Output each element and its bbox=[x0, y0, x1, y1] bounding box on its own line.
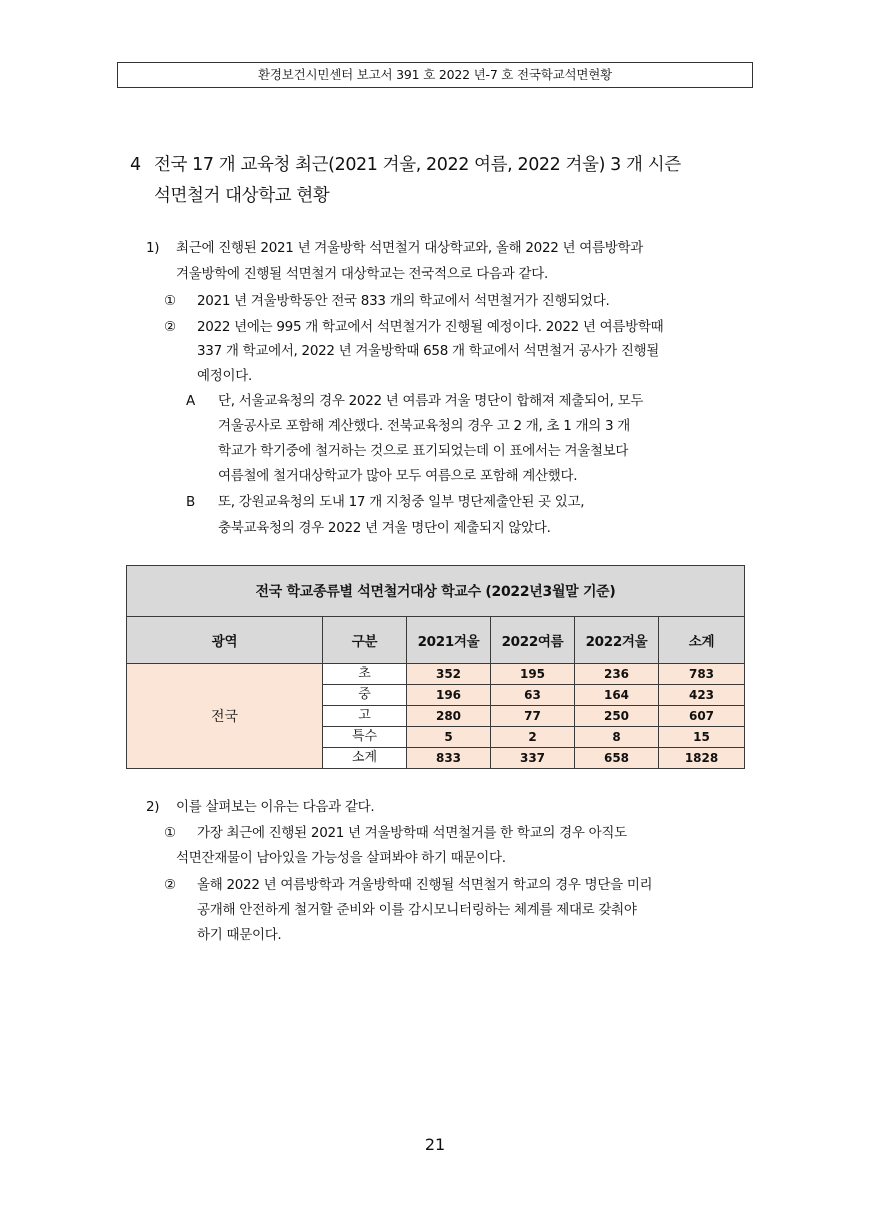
section-title bbox=[130, 150, 770, 212]
header-category: 구분 bbox=[323, 617, 407, 664]
note-a-marker: A bbox=[186, 393, 195, 409]
table-header-row bbox=[127, 617, 745, 664]
value-cell: 77 bbox=[491, 706, 575, 727]
item2-sub2-line1: 올해 2022 년 여름방학과 겨울방학때 진행될 석면철거 학교의 경우 명단을 미리 bbox=[197, 877, 653, 893]
value-cell: 164 bbox=[575, 685, 659, 706]
category-cell: 특수 bbox=[323, 727, 407, 748]
value-cell: 607 bbox=[659, 706, 745, 727]
value-cell: 783 bbox=[659, 664, 745, 685]
item1-sub2-line2: 337 개 학교에서, 2022 년 겨울방학때 658 개 학교에서 석면철거 공사가 진행될 bbox=[197, 343, 660, 359]
category-cell: 소계 bbox=[323, 748, 407, 769]
item1-marker: 1) bbox=[146, 240, 160, 256]
value-cell: 63 bbox=[491, 685, 575, 706]
note-b-line1: 또, 강원교육청의 도내 17 개 지청중 일부 명단제출안된 곳 있고, bbox=[218, 494, 585, 510]
category-cell: 고 bbox=[323, 706, 407, 727]
section-title-line1: 전국 17 개 교육청 최근(2021 겨울, 2022 여름, 2022 겨울) 3 개 시즌 bbox=[154, 155, 681, 175]
item2-sub1-line1: 가장 최근에 진행된 2021 년 겨울방학때 석면철거를 한 학교의 경우 아직도 bbox=[197, 825, 627, 841]
item1-line1: 최근에 진행된 2021 년 겨울방학 석면철거 대상학교와, 올해 2022 년 여름방학과 bbox=[176, 240, 643, 256]
region-cell: 전국 bbox=[127, 664, 323, 769]
item2-sub2-marker: ② bbox=[164, 877, 176, 893]
header-2022-summer: 2022여름 bbox=[491, 617, 575, 664]
value-cell: 196 bbox=[407, 685, 491, 706]
value-cell: 423 bbox=[659, 685, 745, 706]
item2-line1: 이를 살펴보는 이유는 다음과 같다. bbox=[176, 799, 375, 815]
value-cell: 5 bbox=[407, 727, 491, 748]
value-cell: 250 bbox=[575, 706, 659, 727]
value-cell: 352 bbox=[407, 664, 491, 685]
item1-sub1-line1: 2021 년 겨울방학동안 전국 833 개의 학교에서 석면철거가 진행되었다. bbox=[197, 293, 610, 309]
note-a-line2: 겨울공사로 포함해 계산했다. 전북교육청의 경우 고 2 개, 초 1 개의 3 개 bbox=[218, 418, 631, 434]
item2-sub2-line3: 하기 때문이다. bbox=[197, 927, 282, 943]
section-number: 4 bbox=[130, 155, 141, 175]
value-cell: 658 bbox=[575, 748, 659, 769]
header-region: 광역 bbox=[127, 617, 323, 664]
page-number: 21 bbox=[424, 1135, 446, 1154]
note-a-line1: 단, 서울교육청의 경우 2022 년 여름과 겨울 명단이 합해져 제출되어, 모두 bbox=[218, 393, 644, 409]
header-2021-winter: 2021겨울 bbox=[407, 617, 491, 664]
category-cell: 중 bbox=[323, 685, 407, 706]
value-cell: 195 bbox=[491, 664, 575, 685]
item2-sub1-line2: 석면잔재물이 남아있을 가능성을 살펴봐야 하기 때문이다. bbox=[176, 850, 506, 866]
value-cell: 1828 bbox=[659, 748, 745, 769]
item2-sub1-marker: ① bbox=[164, 825, 176, 841]
value-cell: 280 bbox=[407, 706, 491, 727]
section-title-line2: 석면철거 대상학교 현황 bbox=[154, 186, 330, 206]
item1-sub2-line1: 2022 년에는 995 개 학교에서 석면철거가 진행될 예정이다. 2022 년 여름방학때 bbox=[197, 319, 664, 335]
item2-sub2-line2: 공개해 안전하게 철거할 준비와 이를 감시모니터링하는 체계를 제대로 갖춰야 bbox=[197, 902, 637, 918]
table-row bbox=[127, 664, 745, 685]
item2-marker: 2) bbox=[146, 799, 160, 815]
report-header: 환경보건시민센터 보고서 391 호 2022 년-7 호 전국학교석면현황 bbox=[117, 62, 753, 88]
note-b-line2: 충북교육청의 경우 2022 년 겨울 명단이 제출되지 않았다. bbox=[218, 520, 551, 536]
item1-sub1-marker: ① bbox=[164, 293, 176, 309]
value-cell: 833 bbox=[407, 748, 491, 769]
value-cell: 236 bbox=[575, 664, 659, 685]
header-2022-winter: 2022겨울 bbox=[575, 617, 659, 664]
item1-sub2-line3: 예정이다. bbox=[197, 368, 252, 384]
asbestos-school-table bbox=[126, 565, 745, 769]
header-subtotal: 소계 bbox=[659, 617, 745, 664]
value-cell: 8 bbox=[575, 727, 659, 748]
note-a-line3: 학교가 학기중에 철거하는 것으로 표기되었는데 이 표에서는 겨울철보다 bbox=[218, 443, 629, 459]
item1-line2: 겨울방학에 진행될 석면철거 대상학교는 전국적으로 다음과 같다. bbox=[176, 266, 548, 282]
note-a-line4: 여름철에 철거대상학교가 많아 모두 여름으로 포함해 계산했다. bbox=[218, 468, 578, 484]
item1-sub2-marker: ② bbox=[164, 319, 176, 335]
value-cell: 2 bbox=[491, 727, 575, 748]
value-cell: 15 bbox=[659, 727, 745, 748]
value-cell: 337 bbox=[491, 748, 575, 769]
category-cell: 초 bbox=[323, 664, 407, 685]
note-b-marker: B bbox=[186, 494, 195, 510]
table-title: 전국 학교종류별 석면철거대상 학교수 (2022년3월말 기준) bbox=[127, 566, 745, 617]
